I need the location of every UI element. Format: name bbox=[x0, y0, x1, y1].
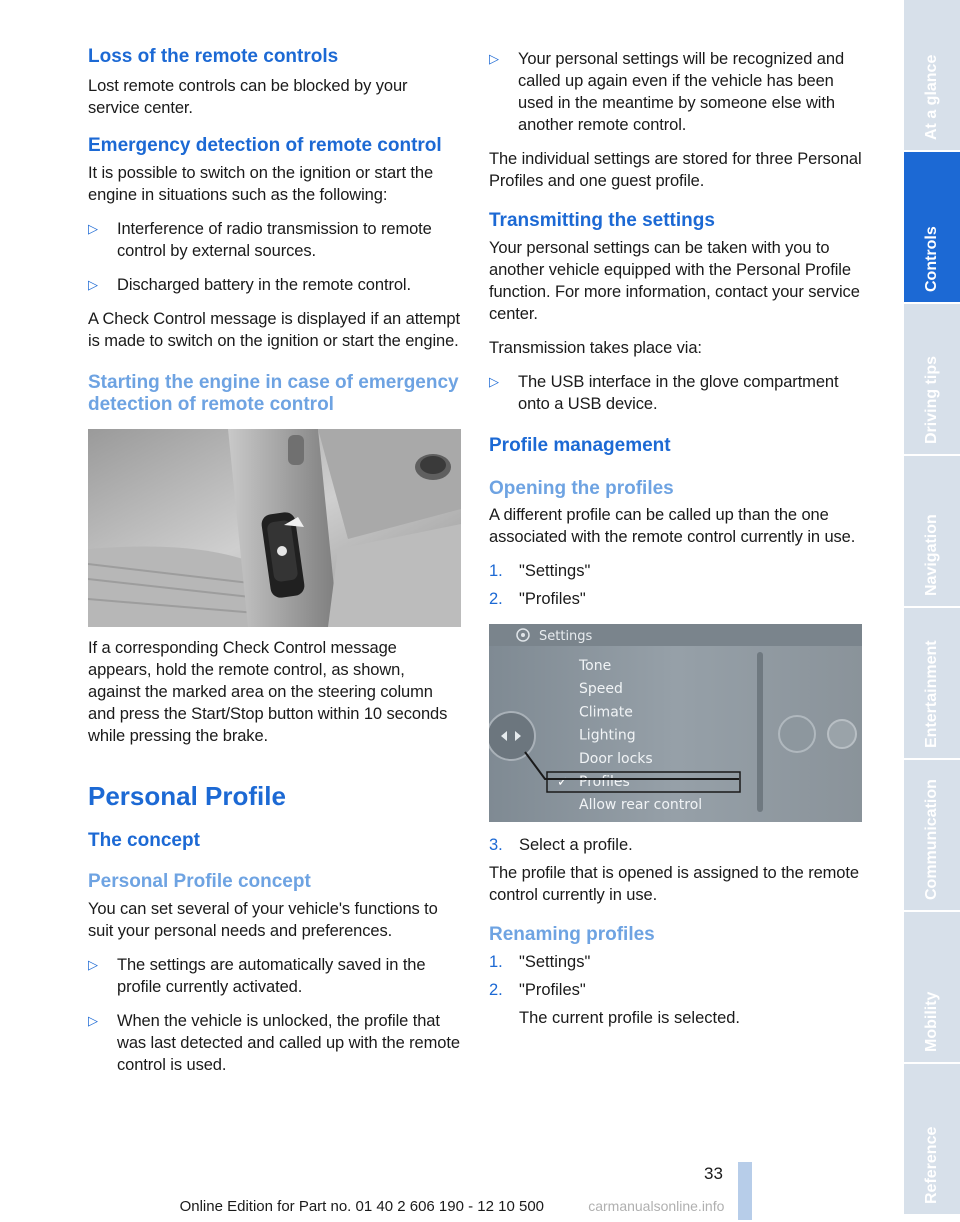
list-item: 1. "Settings" bbox=[489, 953, 591, 972]
paragraph: Lost remote controls can be blocked by your service center. bbox=[88, 76, 408, 117]
list-item: ▷ Discharged battery in the remote control. bbox=[88, 275, 411, 294]
heading-the-concept: The concept bbox=[88, 830, 200, 852]
steering-column-photo bbox=[88, 429, 461, 627]
sidebar-tab-label: Navigation bbox=[923, 514, 940, 596]
screen-menu-item: Allow rear control bbox=[579, 797, 703, 814]
screen-title: Settings bbox=[539, 629, 593, 645]
triangle-bullet-icon: ▷ bbox=[88, 276, 98, 292]
sidebar-tab-label: Controls bbox=[923, 226, 940, 292]
chapter-sidebar bbox=[904, 0, 960, 1222]
triangle-bullet-icon: ▷ bbox=[88, 1012, 98, 1028]
list-item: ▷ When the vehicle is unlocked, the profile that was last detected and called up with the remote control is used. bbox=[88, 1011, 460, 1074]
sidebar-tab-controls[interactable] bbox=[904, 152, 960, 302]
list-item: ▷ The USB interface in the glove compartment onto a USB device. bbox=[489, 372, 839, 413]
list-item: ▷ Your personal settings will be recognized and called up again even if the vehicle has been used in the meantime by someone else with another remote control. bbox=[489, 50, 845, 134]
sidebar-tab-navigation[interactable] bbox=[904, 456, 960, 606]
checkmark-icon: ✓ bbox=[557, 775, 568, 791]
paragraph: The profile that is opened is assigned to the remote control currently in use. bbox=[489, 864, 859, 905]
bullet-list bbox=[88, 954, 461, 1076]
list-item: 1. "Settings" bbox=[489, 562, 591, 581]
list-item-note: The current profile is selected. bbox=[519, 1009, 741, 1028]
paragraph: Transmission takes place via: bbox=[489, 338, 702, 357]
heading-opening-profiles: Opening the profiles bbox=[489, 477, 674, 499]
screen-menu-item: Tone bbox=[579, 658, 612, 675]
paragraph: A different profile can be called up than the one associated with the remote control currently in use. bbox=[489, 506, 856, 547]
screen-menu-item: Lighting bbox=[579, 727, 636, 744]
bullet-list bbox=[88, 218, 461, 296]
settings-menu-screenshot bbox=[489, 624, 862, 822]
numbered-list bbox=[489, 951, 862, 1029]
list-item: 2. "Profiles" bbox=[489, 981, 586, 1000]
sidebar-tab-label: At a glance bbox=[923, 54, 940, 140]
paragraph: A Check Control message is displayed if an attempt is made to switch on the ignition or start the engine. bbox=[88, 309, 460, 350]
sidebar-tab-reference[interactable] bbox=[904, 1064, 960, 1214]
screen-menu-item: Climate bbox=[579, 704, 633, 721]
list-item: 3. Select a profile. bbox=[489, 836, 633, 855]
paragraph: The individual settings are stored for three Personal Profiles and one guest profile. bbox=[489, 150, 862, 190]
list-item: ▷ The settings are automatically saved in the profile currently activated. bbox=[88, 955, 426, 996]
heading-renaming-profiles: Renaming profiles bbox=[489, 924, 655, 946]
watermark: carmanualsonline.info bbox=[588, 1198, 725, 1214]
list-item: ▷ Interference of radio transmission to remote control by external sources. bbox=[88, 219, 432, 260]
sidebar-tab-driving-tips[interactable] bbox=[904, 304, 960, 454]
triangle-bullet-icon: ▷ bbox=[88, 956, 98, 972]
heading-personal-profile: Personal Profile bbox=[88, 781, 286, 812]
numbered-list bbox=[489, 560, 862, 610]
sidebar-tab-label: Communication bbox=[923, 779, 940, 900]
page-number: 33 bbox=[704, 1164, 723, 1183]
right-column bbox=[489, 40, 862, 1029]
heading-loss-remote: Loss of the remote controls bbox=[88, 46, 339, 67]
sidebar-tab-communication[interactable] bbox=[904, 760, 960, 910]
sidebar-tab-label: Reference bbox=[923, 1126, 940, 1204]
sidebar-tab-at-a-glance[interactable] bbox=[904, 0, 960, 150]
list-item: 2. "Profiles" bbox=[489, 590, 586, 609]
heading-profile-management: Profile management bbox=[489, 434, 671, 456]
heading-profile-concept: Personal Profile concept bbox=[88, 871, 311, 893]
screen-menu-item: Speed bbox=[579, 681, 623, 698]
paragraph: You can set several of your vehicle's functions to suit your personal needs and preferences. bbox=[88, 899, 438, 940]
triangle-bullet-icon: ▷ bbox=[88, 220, 98, 236]
screen-menu-item: Profiles bbox=[579, 774, 630, 791]
paragraph: If a corresponding Check Control message appears, hold the remote control, as shown, against the marked area on the steering column and press the Start/Stop button within 10 seconds while pressing the brake. bbox=[88, 639, 448, 746]
paragraph: Your personal settings can be taken with you to another vehicle equipped with the Personal Profile function. For more information, contact your service center. bbox=[489, 238, 860, 323]
heading-starting-engine: Starting the engine in case of emergency detection of remote control bbox=[88, 371, 459, 416]
sidebar-tab-mobility[interactable] bbox=[904, 912, 960, 1062]
heading-transmitting: Transmitting the settings bbox=[489, 210, 715, 231]
screen-menu-item: Door locks bbox=[579, 751, 653, 768]
heading-emergency-detection: Emergency detection of remote control bbox=[88, 134, 442, 156]
gear-icon bbox=[779, 716, 815, 752]
triangle-bullet-icon: ▷ bbox=[489, 373, 499, 389]
paragraph: It is possible to switch on the ignition or start the engine in situations such as the following: bbox=[88, 163, 434, 204]
sidebar-tab-entertainment[interactable] bbox=[904, 608, 960, 758]
footer bbox=[0, 1198, 904, 1215]
sidebar-tab-label: Entertainment bbox=[923, 640, 940, 748]
footer-text: Online Edition for Part no. 01 40 2 606 190 - 12 10 500 bbox=[179, 1198, 545, 1215]
sidebar-tab-label: Mobility bbox=[923, 991, 940, 1052]
sidebar-tab-label: Driving tips bbox=[923, 355, 940, 444]
left-column bbox=[88, 40, 461, 1076]
triangle-bullet-icon: ▷ bbox=[489, 51, 499, 66]
